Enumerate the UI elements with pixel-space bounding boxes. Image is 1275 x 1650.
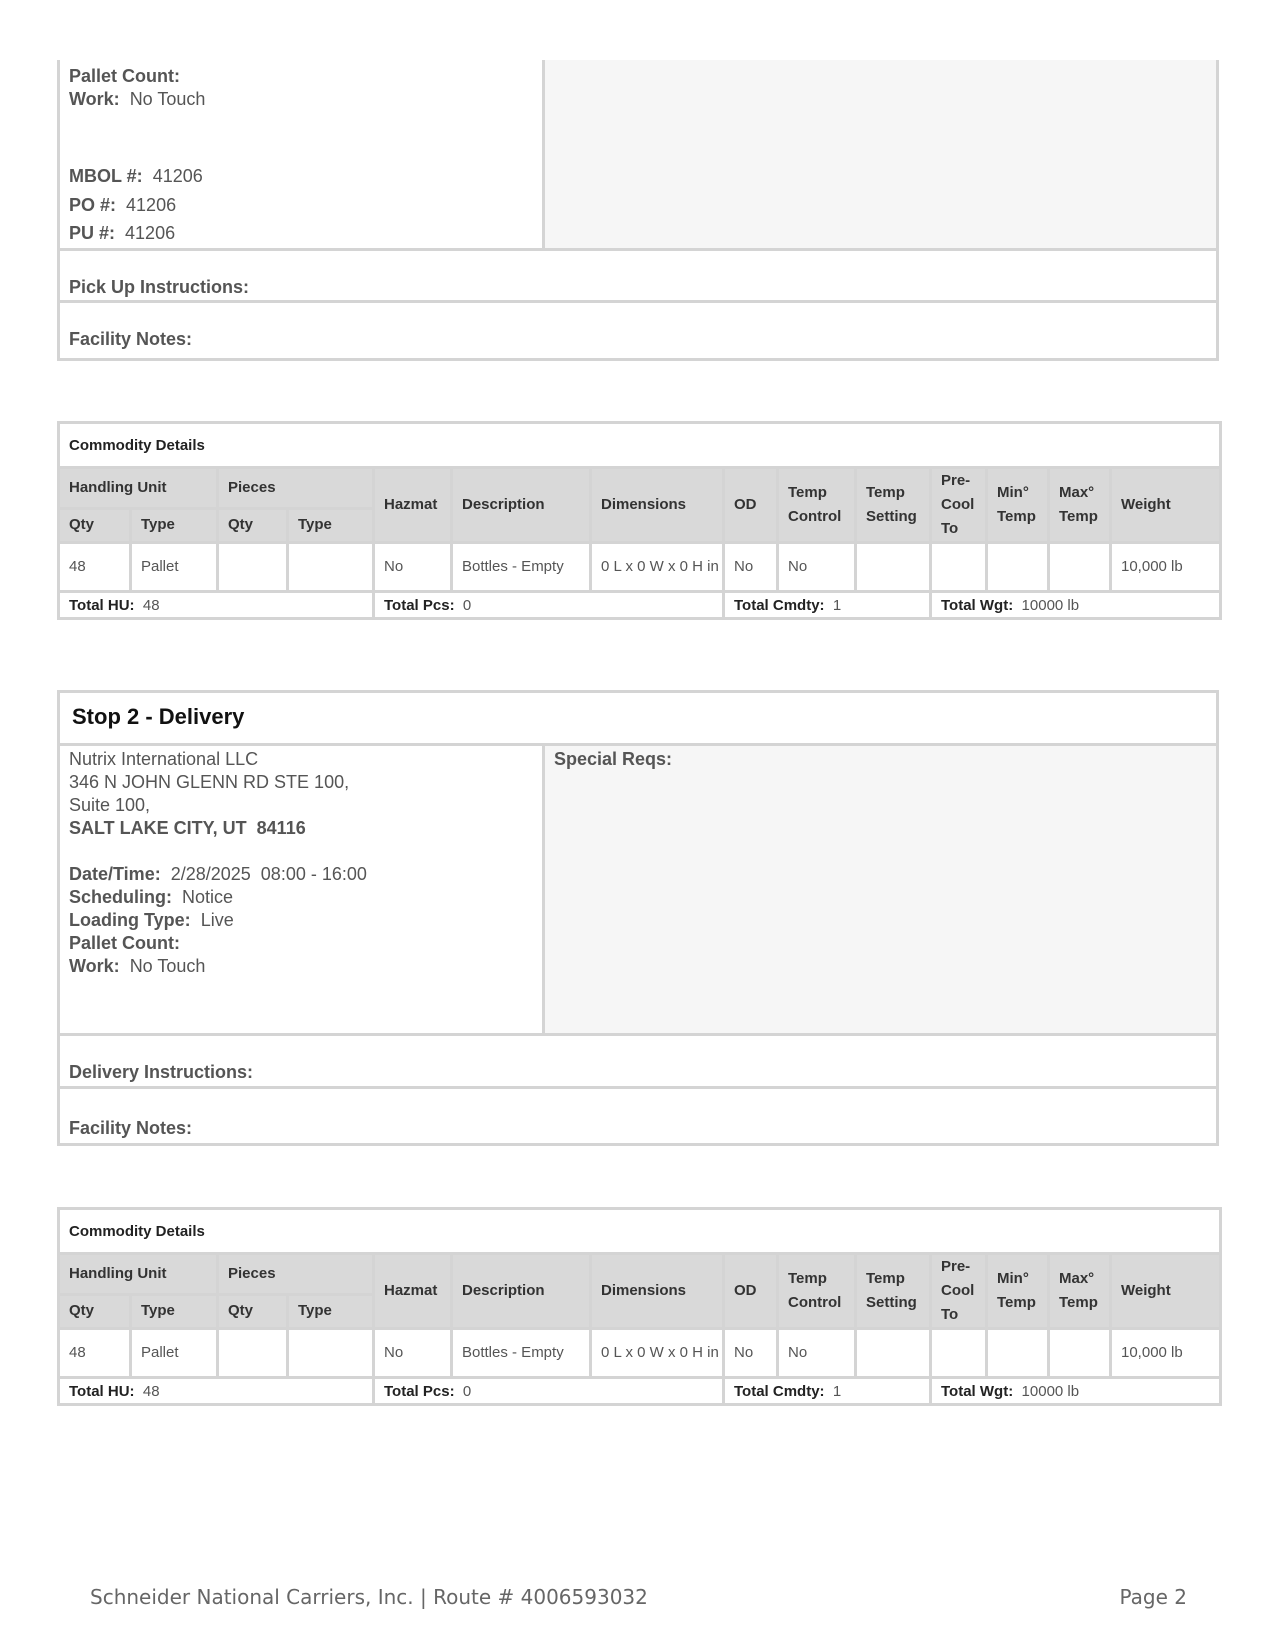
total-cmdty: Total Cmdty: 1	[724, 1378, 931, 1405]
hazmat-cell: No	[374, 543, 452, 592]
pre-cool-to-header: Pre-Cool To	[931, 468, 987, 543]
total-pcs: Total Pcs: 0	[374, 1378, 724, 1405]
dimensions-header: Dimensions	[591, 1254, 724, 1329]
commodity-details-title: Commodity Details	[59, 423, 1221, 468]
hu-qty-cell: 48	[59, 543, 131, 592]
stop-1-special-reqs-panel	[542, 60, 1216, 248]
total-cmdty: Total Cmdty: 1	[724, 592, 931, 619]
od-header: OD	[724, 468, 778, 543]
pallet-count-row: Pallet Count:	[69, 66, 180, 86]
facility-notes: Facility Notes:	[60, 300, 1216, 352]
hu-qty-cell: 48	[59, 1329, 131, 1378]
pc-type-header: Type	[288, 1294, 374, 1328]
temp-setting-header: Temp Setting	[856, 1254, 931, 1329]
footer-page-number: Page 2	[1119, 1585, 1187, 1609]
pc-qty-cell	[218, 1329, 288, 1378]
pickup-instructions: Pick Up Instructions:	[60, 248, 1216, 300]
temp-setting-header: Temp Setting	[856, 468, 931, 543]
stop-2-title: Stop 2 - Delivery	[60, 693, 1216, 746]
temp-control-header: Temp Control	[778, 468, 856, 543]
loading-type-row: Loading Type: Live	[69, 910, 234, 930]
total-pcs: Total Pcs: 0	[374, 592, 724, 619]
stop-2-details	[60, 746, 542, 1033]
handling-unit-header: Handling Unit	[59, 1254, 218, 1295]
table-row	[59, 543, 1221, 592]
stop-1-details	[60, 60, 542, 248]
commodity-details-title: Commodity Details	[59, 1209, 1221, 1254]
pre-cool-to-header: Pre-Cool To	[931, 1254, 987, 1329]
total-hu: Total HU: 48	[59, 592, 374, 619]
max-temp-cell	[1049, 1329, 1111, 1378]
special-reqs-panel	[542, 746, 1216, 1033]
od-header: OD	[724, 1254, 778, 1329]
temp-setting-cell	[856, 1329, 931, 1378]
pieces-header: Pieces	[218, 468, 374, 509]
temp-setting-cell	[856, 543, 931, 592]
weight-header: Weight	[1111, 1254, 1221, 1329]
pre-cool-to-cell	[931, 543, 987, 592]
stop-2-card	[57, 690, 1219, 1146]
min-temp-cell	[987, 1329, 1049, 1378]
temp-control-header: Temp Control	[778, 1254, 856, 1329]
temp-control-cell: No	[778, 543, 856, 592]
work-row: Work: No Touch	[69, 956, 206, 976]
po-row: PO #: 41206	[69, 195, 177, 215]
max-temp-header: Max° Temp	[1049, 1254, 1111, 1329]
description-cell: Bottles - Empty	[452, 543, 591, 592]
weight-cell: 10,000 lb	[1111, 543, 1221, 592]
delivery-instructions: Delivery Instructions:	[60, 1033, 1216, 1085]
commodity-details-table-1	[57, 421, 1222, 620]
od-cell: No	[724, 1329, 778, 1378]
scheduling-row: Scheduling: Notice	[69, 887, 234, 907]
special-reqs-label: Special Reqs:	[554, 749, 673, 769]
total-hu: Total HU: 48	[59, 1378, 374, 1405]
hazmat-header: Hazmat	[374, 1254, 452, 1329]
dimensions-header: Dimensions	[591, 468, 724, 543]
address-line-2: Suite 100,	[69, 795, 151, 815]
pc-qty-header: Qty	[218, 508, 288, 542]
total-wgt: Total Wgt: 10000 lb	[931, 592, 1221, 619]
work-row: Work: No Touch	[69, 89, 206, 109]
hu-qty-header: Qty	[59, 1294, 131, 1328]
hu-qty-header: Qty	[59, 508, 131, 542]
hu-type-cell: Pallet	[131, 543, 218, 592]
company-name: Nutrix International LLC	[69, 749, 259, 769]
min-temp-header: Min° Temp	[987, 1254, 1049, 1329]
max-temp-header: Max° Temp	[1049, 468, 1111, 543]
hazmat-cell: No	[374, 1329, 452, 1378]
hu-type-header: Type	[131, 1294, 218, 1328]
commodity-details-table-2	[57, 1207, 1222, 1406]
dimensions-cell: 0 L x 0 W x 0 H in	[591, 543, 724, 592]
description-cell: Bottles - Empty	[452, 1329, 591, 1378]
pc-type-header: Type	[288, 508, 374, 542]
total-wgt: Total Wgt: 10000 lb	[931, 1378, 1221, 1405]
min-temp-header: Min° Temp	[987, 468, 1049, 543]
temp-control-cell: No	[778, 1329, 856, 1378]
stop-1-card	[57, 60, 1219, 361]
pc-qty-header: Qty	[218, 1294, 288, 1328]
pallet-count-row: Pallet Count:	[69, 933, 180, 953]
footer-company-route: Schneider National Carriers, Inc. | Route # 4006593032	[90, 1585, 648, 1609]
min-temp-cell	[987, 543, 1049, 592]
weight-cell: 10,000 lb	[1111, 1329, 1221, 1378]
weight-header: Weight	[1111, 468, 1221, 543]
mbol-row: MBOL #: 41206	[69, 166, 203, 186]
pre-cool-to-cell	[931, 1329, 987, 1378]
hazmat-header: Hazmat	[374, 468, 452, 543]
totals-row	[59, 592, 1221, 619]
pc-qty-cell	[218, 543, 288, 592]
table-row	[59, 1329, 1221, 1378]
datetime-row: Date/Time: 2/28/2025 08:00 - 16:00	[69, 864, 367, 884]
pc-type-cell	[288, 1329, 374, 1378]
pieces-header: Pieces	[218, 1254, 374, 1295]
od-cell: No	[724, 543, 778, 592]
city-state-zip: SALT LAKE CITY, UT 84116	[69, 818, 306, 838]
hu-type-cell: Pallet	[131, 1329, 218, 1378]
hu-type-header: Type	[131, 508, 218, 542]
facility-notes: Facility Notes:	[60, 1086, 1216, 1143]
handling-unit-header: Handling Unit	[59, 468, 218, 509]
pu-row: PU #: 41206	[69, 223, 176, 243]
totals-row	[59, 1378, 1221, 1405]
address-line-1: 346 N JOHN GLENN RD STE 100,	[69, 772, 350, 792]
dimensions-cell: 0 L x 0 W x 0 H in	[591, 1329, 724, 1378]
description-header: Description	[452, 1254, 591, 1329]
max-temp-cell	[1049, 543, 1111, 592]
description-header: Description	[452, 468, 591, 543]
pc-type-cell	[288, 543, 374, 592]
